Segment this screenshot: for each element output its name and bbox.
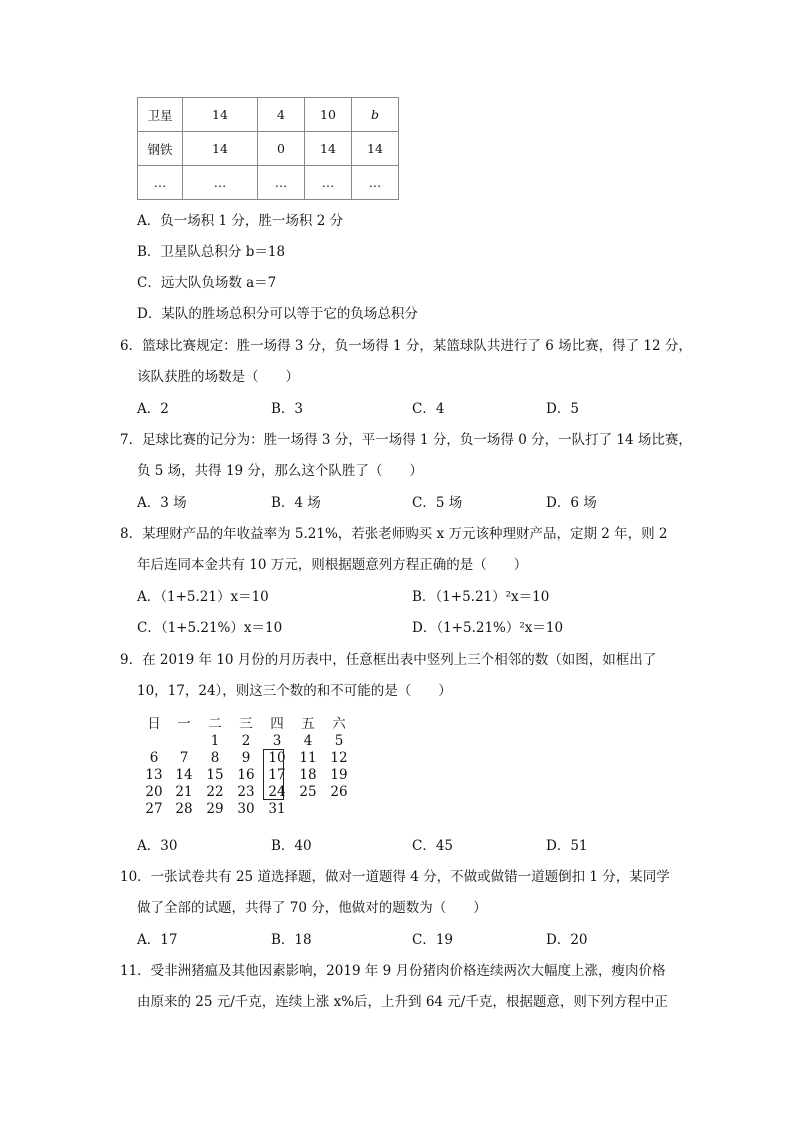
q6-option-d: D．5 [546,401,579,417]
table-cell: 14 [352,132,399,166]
calendar-header-cell: 一 [177,716,191,732]
q8-option-b: B．（1+5.21）²x＝10 [412,589,550,605]
score-table [137,97,399,200]
calendar-day: 6 [149,750,159,766]
calendar-day: 20 [145,784,163,800]
q6-option-c: C．4 [412,401,445,417]
q9-option-a: A．30 [137,838,178,854]
q7-option-c: C．5 场 [412,495,463,511]
table-cell: 14 [305,132,352,166]
calendar-day: 30 [237,801,255,817]
q10-option-a: A．17 [137,932,178,948]
table-row [138,166,399,200]
calendar-day: 25 [299,784,317,800]
q7-stem-line1: 7．足球比赛的记分为：胜一场得 3 分，平一场得 1 分，负一场得 0 分，一队打了 14 场比赛， [120,432,692,448]
q8-stem-line2: 年后连同本金共有 10 万元，则根据题意列方程正确的是（ ） [137,557,528,573]
table-cell: 4 [258,98,305,132]
calendar-day: 8 [210,750,220,766]
calendar-day: 16 [237,767,255,783]
highlight-box [263,749,284,800]
q10-option-d: D．20 [546,932,588,948]
table-cell: 14 [183,98,258,132]
calendar-day: 1 [210,733,220,749]
table-cell: … [352,166,399,200]
calendar-day: 29 [206,801,224,817]
calendar-day: 5 [334,733,344,749]
q7-option-a: A．3 场 [137,495,187,511]
calendar-header-cell: 二 [208,716,222,732]
q5-option-c: C．远大队负场数 a＝7 [137,275,277,291]
table-row [138,98,399,132]
calendar-day: 15 [206,767,224,783]
table-cell: … [258,166,305,200]
table-cell: 钢铁 [138,132,183,166]
calendar-header-cell: 五 [301,716,315,732]
q10-option-c: C．19 [412,932,454,948]
calendar-day: 24 [268,784,286,800]
calendar-day: 14 [175,767,193,783]
calendar-day: 27 [145,801,163,817]
q5-option-b: B．卫星队总积分 b＝18 [137,244,286,260]
calendar-day: 31 [268,801,286,817]
table-row [138,132,399,166]
calendar-day: 13 [145,767,163,783]
q10-stem-line1: 10．一张试卷共有 25 道选择题，做对一道题得 4 分，不做或做错一道题倒扣 1 分，某同学 [120,869,670,885]
q8-option-c: C．（1+5.21%）x＝10 [137,620,283,636]
calendar-day: 7 [179,750,189,766]
q11-stem-line1: 11．受非洲猪瘟及其他因素影响，2019 年 9 月份猪肉价格连续两次大幅度上涨，瘦肉价格 [120,963,666,979]
q7-option-b: B．4 场 [271,495,321,511]
calendar-header-cell: 四 [270,716,284,732]
q8-option-d: D．（1+5.21%）²x＝10 [412,620,564,636]
q7-stem-line2: 负 5 场，共得 19 分，那么这个队胜了（ ） [137,463,423,479]
table-cell: 14 [183,132,258,166]
calendar-day: 12 [330,750,348,766]
q5-option-a: A．负一场积 1 分，胜一场积 2 分 [137,213,344,229]
q9-stem-line2: 10，17，24），则这三个数的和不可能的是（ ） [137,683,452,699]
calendar-day: 2 [241,733,251,749]
q9-option-b: B．40 [271,838,312,854]
table-cell: … [305,166,352,200]
q7-option-d: D．6 场 [546,495,597,511]
q6-option-b: B．3 [271,401,304,417]
q6-stem-line1: 6．篮球比赛规定：胜一场得 3 分，负一场得 1 分，某篮球队共进行了 6 场比赛，得了 12 分， [120,338,692,354]
calendar-day: 21 [175,784,193,800]
calendar-day: 9 [241,750,251,766]
q9-option-d: D．51 [546,838,588,854]
q6-stem-line2: 该队获胜的场数是（ ） [137,369,299,385]
table-cell: 0 [258,132,305,166]
calendar-header-cell: 日 [147,716,161,732]
calendar-day: 19 [330,767,348,783]
q10-stem-line2: 做了全部的试题，共得了 70 分，他做对的题数为（ ） [137,900,487,916]
q8-stem-line1: 8．某理财产品的年收益率为 5.21%，若张老师购买 x 万元该种理财产品，定期 2 年，则 2 [120,526,668,542]
q10-option-b: B．18 [271,932,312,948]
calendar-header-cell: 六 [332,716,346,732]
table-cell: … [183,166,258,200]
table-cell: … [138,166,183,200]
q6-option-a: A．2 [137,401,169,417]
calendar-day: 26 [330,784,348,800]
q11-stem-line2: 由原来的 25 元/千克，连续上涨 x%后，上升到 64 元/千克，根据题意，则下列方程中正 [137,994,668,1010]
calendar-day: 10 [268,750,286,766]
table-cell: 10 [305,98,352,132]
calendar-day: 17 [268,767,286,783]
calendar-day: 3 [272,733,282,749]
q9-option-c: C．45 [412,838,454,854]
calendar-day: 18 [299,767,317,783]
q8-option-a: A．（1+5.21）x＝10 [137,589,269,605]
calendar-header-cell: 三 [239,716,253,732]
calendar-day: 28 [175,801,193,817]
q5-option-d: D．某队的胜场总积分可以等于它的负场总积分 [137,306,418,322]
table-cell: 卫星 [138,98,183,132]
q9-stem-line1: 9．在 2019 年 10 月份的月历表中，任意框出表中竖列上三个相邻的数（如图，如框出了 [120,652,657,668]
calendar-day: 23 [237,784,255,800]
calendar-day: 11 [299,750,317,766]
table-cell: b [352,98,399,132]
calendar-day: 22 [206,784,224,800]
calendar-day: 4 [303,733,313,749]
